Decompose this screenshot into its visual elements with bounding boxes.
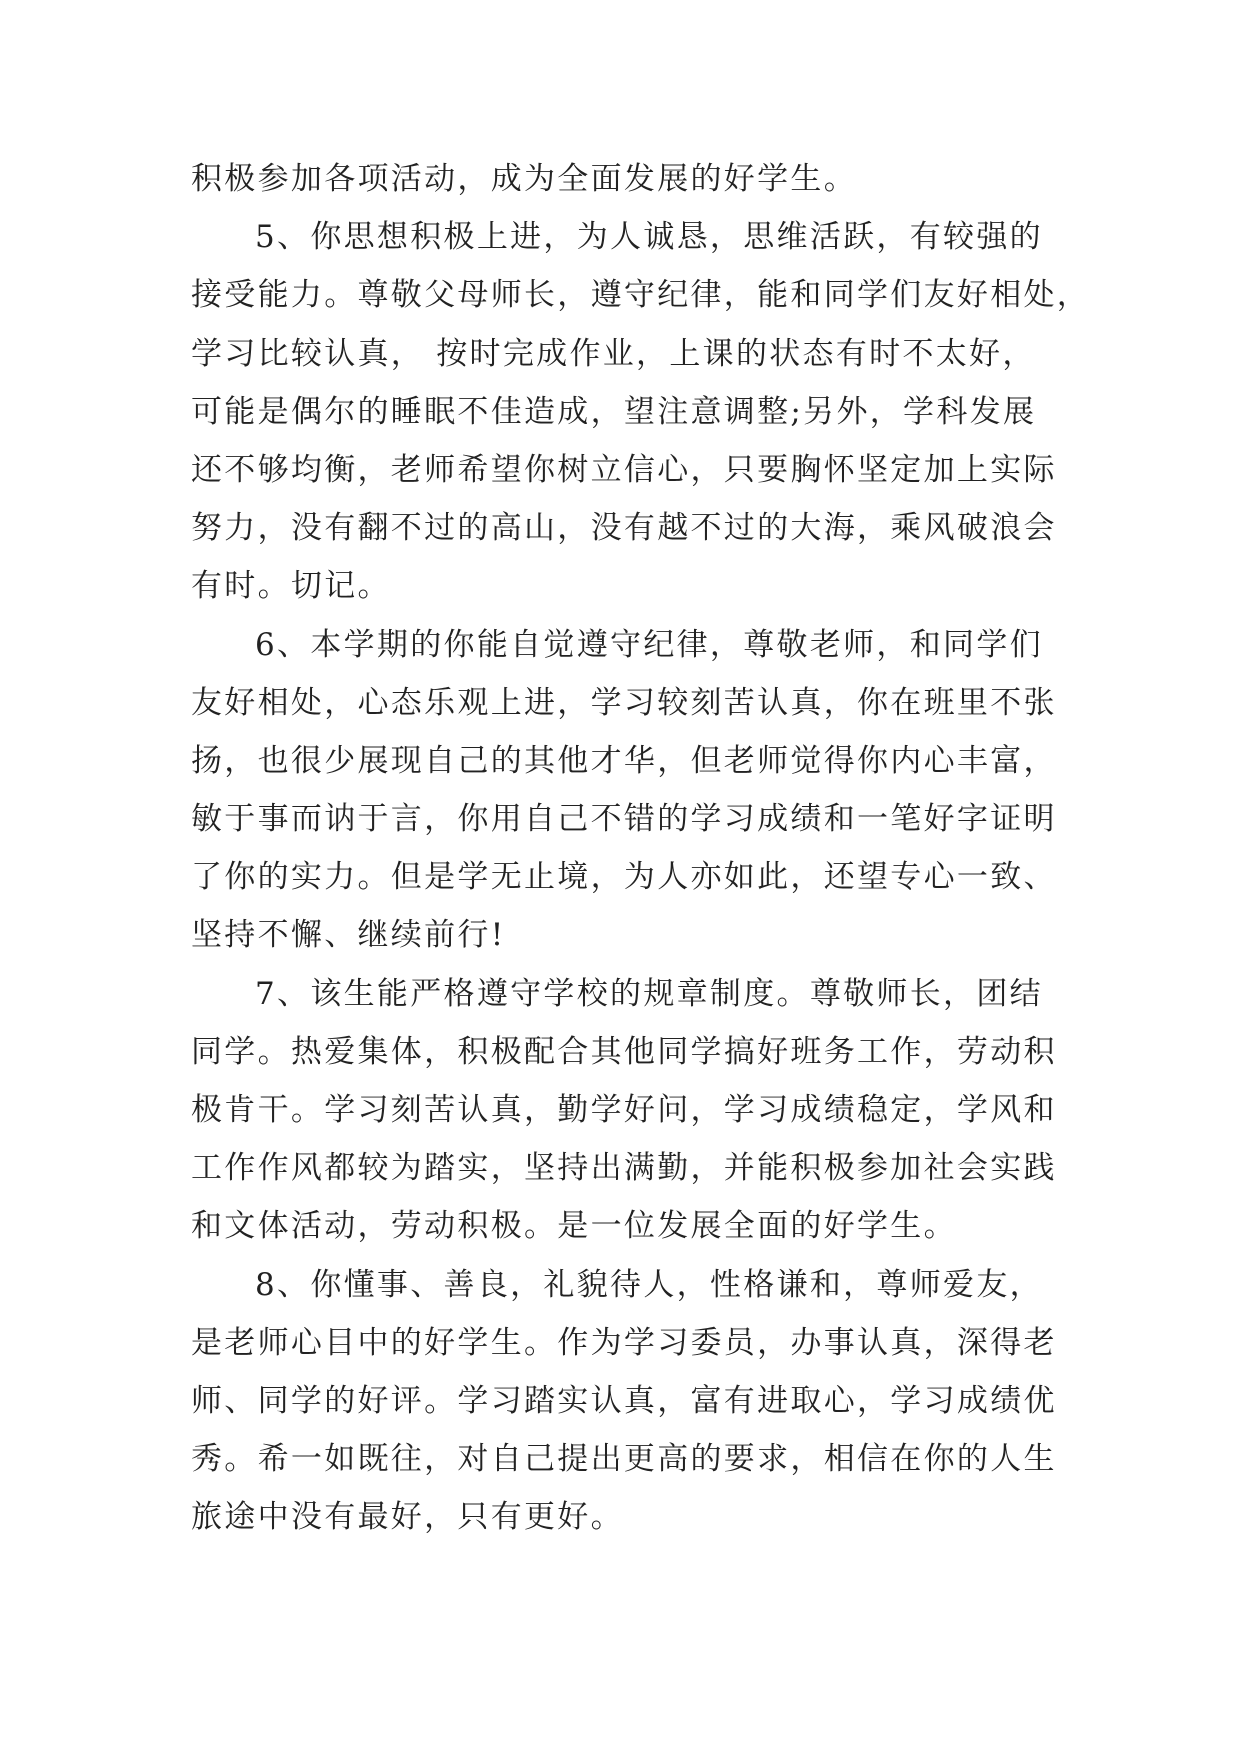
text-line: 可能是偶尔的睡眠不佳造成，望注意调整;另外，学科发展 xyxy=(191,393,1037,430)
text-line: 极肯干。学习刻苦认真，勤学好问，学习成绩稳定，学风和 xyxy=(191,1092,1057,1128)
text-line: 是老师心目中的好学生。作为学习委员，办事认真，深得老 xyxy=(191,1324,1057,1361)
text-line: 坚持不懈、继续前行! xyxy=(191,917,506,954)
paragraph-5-start: 5、你思想积极上进，为人诚恳，思维活跃，有较强的 xyxy=(255,219,1043,256)
text-line: 有时。切记。 xyxy=(191,568,391,605)
document-body xyxy=(191,150,1091,1547)
text-line: 接受能力。尊敬父母师长，遵守纪律，能和同学们友好相处， xyxy=(191,277,1091,314)
text-line: 秀。希一如既往，对自己提出更高的要求，相信在你的人生 xyxy=(191,1441,1057,1478)
text-line: 敏于事而讷于言，你用自己不错的学习成绩和一笔好字证明 xyxy=(191,801,1057,838)
text-line: 友好相处，心态乐观上进，学习较刻苦认真，你在班里不张 xyxy=(191,684,1057,721)
text-line: 学习比较认真， 按时完成作业，上课的状态有时不太好， xyxy=(191,335,1036,372)
paragraph-7-start: 7、该生能严格遵守学校的规章制度。尊敬师长，团结 xyxy=(255,975,1043,1012)
text-line: 还不够均衡，老师希望你树立信心，只要胸怀坚定加上实际 xyxy=(191,451,1057,488)
paragraph-8-start: 8、你懂事、善良，礼貌待人，性格谦和，尊师爱友， xyxy=(255,1266,1043,1303)
text-line: 了你的实力。但是学无止境，为人亦如此，还望专心一致、 xyxy=(191,859,1057,896)
text-line: 努力，没有翻不过的高山，没有越不过的大海，乘风破浪会 xyxy=(191,510,1057,547)
text-line: 旅途中没有最好，只有更好。 xyxy=(191,1499,624,1536)
text-line: 同学。热爱集体，积极配合其他同学搞好班务工作，劳动积 xyxy=(191,1033,1057,1070)
text-line: 扬，也很少展现自己的其他才华，但老师觉得你内心丰富， xyxy=(191,742,1057,779)
text-line: 积极参加各项活动，成为全面发展的好学生。 xyxy=(191,161,857,197)
text-line: 师、同学的好评。学习踏实认真，富有进取心，学习成绩优 xyxy=(191,1382,1057,1419)
paragraph-6-start: 6、本学期的你能自觉遵守纪律，尊敬老师，和同学们 xyxy=(255,626,1043,663)
text-line: 工作作风都较为踏实，坚持出满勤，并能积极参加社会实践 xyxy=(191,1150,1057,1187)
text-line: 和文体活动，劳动积极。是一位发展全面的好学生。 xyxy=(191,1208,957,1245)
